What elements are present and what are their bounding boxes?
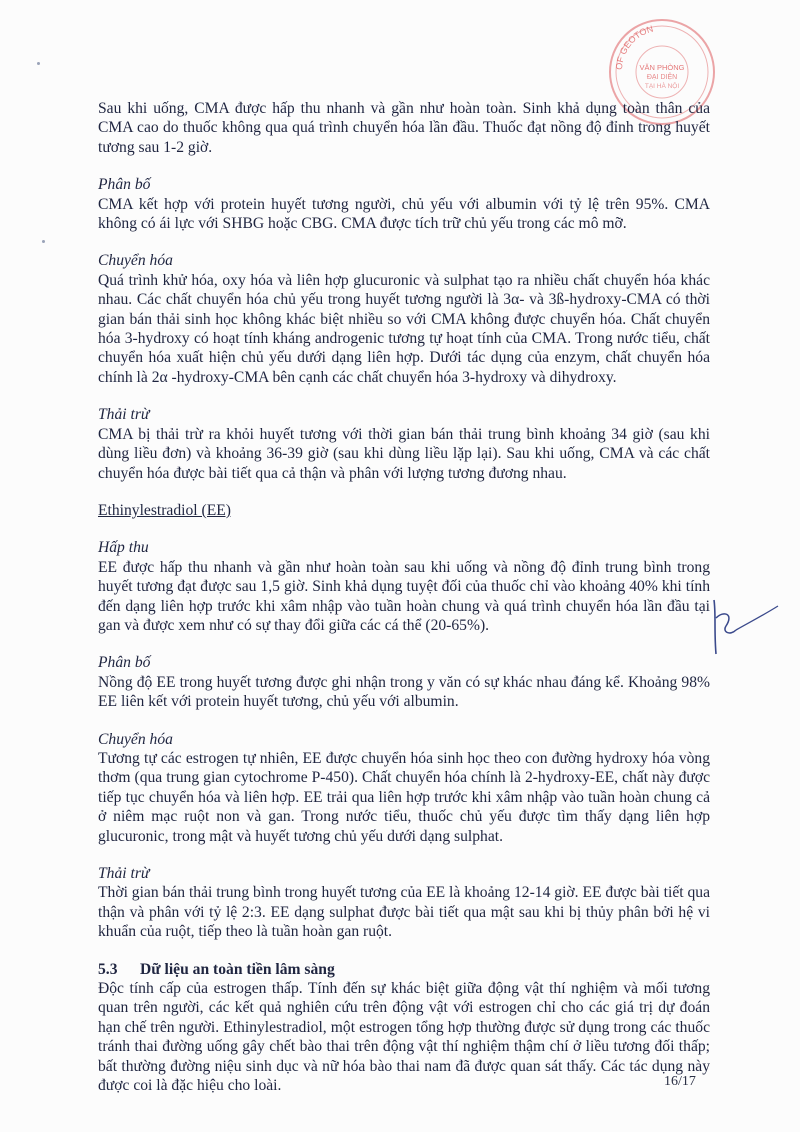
ee-section-title: Ethinylestradiol (EE) bbox=[98, 501, 231, 519]
svg-text:VĂN PHÒNG: VĂN PHÒNG bbox=[639, 63, 685, 72]
svg-text:TẠI HÀ NỘI: TẠI HÀ NỘI bbox=[644, 83, 680, 90]
cma-metabolism-heading: Chuyển hóa bbox=[98, 252, 173, 270]
ee-elimination-paragraph: Thời gian bán thải trung bình trong huyết tương của EE là khoảng 12-14 giờ. EE được bài tiết qua thận và phân với tỷ lệ 2:3. EE dạng sulphat được bài tiết qua mật sau khi bị thủy phân bởi hệ vi khuẩn của ruột, tiếp theo là tuần hoàn gan ruột. bbox=[98, 884, 710, 941]
svg-text:ĐẠI DIỆN: ĐẠI DIỆN bbox=[646, 74, 678, 81]
cma-elimination-paragraph: CMA bị thải trừ ra khỏi huyết tương với thời gian bán thải trung bình khoảng 34 giờ (sau khi dùng liều đơn) và khoảng 36-39 giờ (sau khi dùng liều lặp lại). Sau khi uống, CMA và các chất chuyển hóa được bài tiết qua cả thận và phân với lượng tương đương nhau. bbox=[98, 425, 710, 482]
preclinical-safety-paragraph: Độc tính cấp của estrogen thấp. Tính đến sự khác biệt giữa động vật thí nghiệm và mối tương quan trên người, các kết quả nghiên cứu trên động vật với estrogen chỉ cho các giá trị dự đoán hạn chế trên người. Ethinylestradiol, một estrogen tổng hợp thường được sử dụng trong các thuốc tránh thai đường uống gây chết bào thai trên động vật thí nghiệm thậm chí ở liều tương đối thấp; bất thường đường niệu sinh dục và nữ hóa bào thai nam đã được quan sát thấy. Các tác dụng này được coi là đặc hiệu cho loài. bbox=[98, 980, 710, 1095]
cma-distribution-heading: Phân bố bbox=[98, 176, 151, 194]
ee-elimination-heading: Thải trừ bbox=[98, 865, 150, 882]
ee-metabolism-heading: Chuyển hóa bbox=[98, 730, 173, 748]
page-number: 16/17 bbox=[664, 1074, 696, 1089]
ee-distribution-paragraph: Nồng độ EE trong huyết tương được ghi nhận trong y văn có sự khác nhau đáng kể. Khoảng 98% EE liên kết với protein huyết tương, chủ yếu với albumin. bbox=[98, 673, 710, 711]
ee-absorption-paragraph: EE được hấp thu nhanh và gần như hoàn toàn sau khi uống và nồng độ đỉnh trung bình trong huyết tương đạt được sau 1,5 giờ. Sinh khả dụng tuyệt đối của thuốc chỉ vào khoảng 40% khi tính đến dạng liên hợp trước khi xâm nhập vào tuần hoàn chung và quá trình chuyển hóa lần đầu tại gan và được xem như có sự thay đổi giữa các cá thể (20-65%). bbox=[98, 558, 710, 634]
document-body bbox=[98, 99, 710, 1095]
scan-speck bbox=[37, 62, 40, 65]
svg-text:OF GEOTON: OF GEOTON bbox=[613, 23, 655, 71]
scan-speck bbox=[42, 240, 45, 243]
section-number: 5.3 bbox=[98, 960, 118, 978]
section-title: Dữ liệu an toàn tiền lâm sàng bbox=[140, 960, 335, 978]
cma-distribution-paragraph: CMA kết hợp với protein huyết tương người, chủ yếu với albumin với tỷ lệ trên 95%. CMA không có ái lực với SHBG hoặc CBG. CMA được tích trữ chủ yếu trong các mô mỡ. bbox=[98, 195, 710, 233]
cma-elimination-heading: Thải trừ bbox=[98, 406, 150, 424]
ee-distribution-heading: Phân bố bbox=[98, 654, 151, 672]
ee-absorption-heading: Hấp thu bbox=[98, 539, 149, 557]
cma-metabolism-paragraph: Quá trình khử hóa, oxy hóa và liên hợp glucuronic và sulphat tạo ra nhiều chất chuyển hóa khác nhau. Các chất chuyển hóa chủ yếu trong huyết tương người là 3α- và 3ß-hydroxy-CMA có thời gian bán thải sinh học không khác biệt nhiều so với CMA không được chuyển hóa. Chất chuyển hóa 3-hydroxy có hoạt tính kháng androgenic tương tự hoạt tính của CMA. Trong nước tiểu, chất chuyển hóa xuất hiện chủ yếu dưới dạng liên hợp. Dưới tác dụng của enzym, chất chuyển hóa chính là 2α -hydroxy-CMA bên cạnh các chất chuyển hóa 3-hydroxy và dihydroxy. bbox=[98, 271, 710, 386]
section-heading bbox=[98, 960, 710, 979]
ee-metabolism-paragraph: Tương tự các estrogen tự nhiên, EE được chuyển hóa sinh học theo con đường hydroxy hóa vòng thơm (qua trung gian cytochrome P-450). Chất chuyển hóa chính là 2-hydroxy-EE, chất này được tiếp tục chuyển hóa và liên hợp. EE trải qua liên hợp trước khi xâm nhập vào tuần hoàn chung cả ở niêm mạc ruột non và gan. Trong nước tiểu, thuốc chủ yếu được tìm thấy dạng liên hợp glucuronic, trong mật và huyết tương chủ yếu dưới dạng sulphat. bbox=[98, 749, 710, 845]
handwritten-initials bbox=[700, 596, 780, 660]
cma-absorption-paragraph: Sau khi uống, CMA được hấp thu nhanh và gần như hoàn toàn. Sinh khả dụng toàn thân của CMA cao do thuốc không qua quá trình chuyển hóa lần đầu. Thuốc đạt nồng độ đỉnh trong huyết tương sau 1-2 giờ. bbox=[98, 100, 710, 156]
